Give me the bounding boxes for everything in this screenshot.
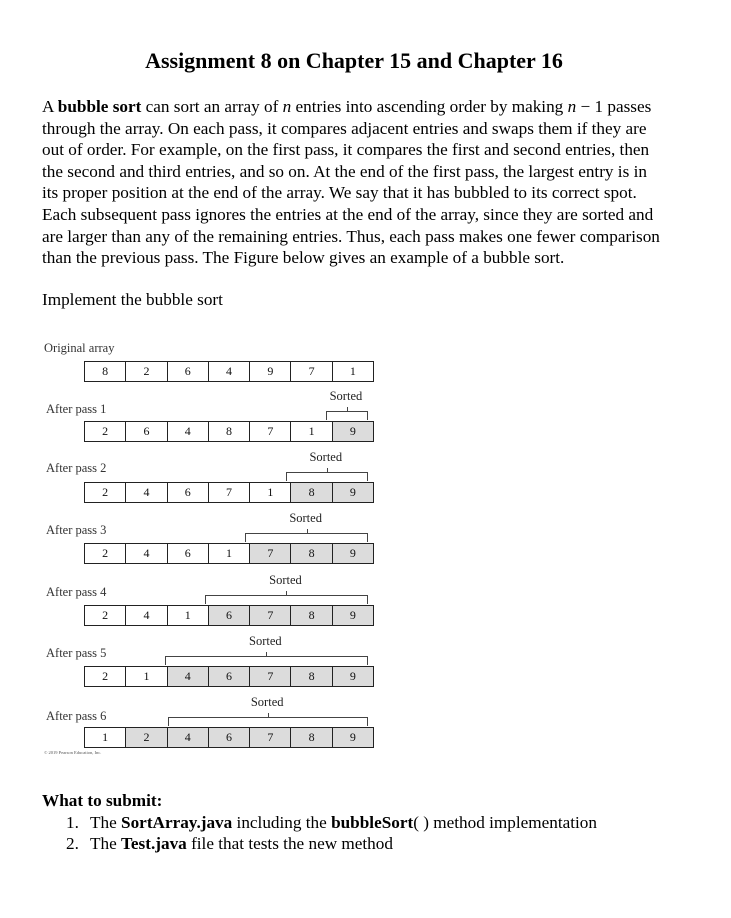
implement-instruction: Implement the bubble sort xyxy=(42,290,223,309)
array-cell: 8 xyxy=(290,666,332,687)
sorted-label: Sorted xyxy=(250,695,284,709)
array-cell: 6 xyxy=(167,482,209,503)
row-label: Original array xyxy=(44,341,115,355)
array-cell: 8 xyxy=(290,605,332,626)
array-cell: 4 xyxy=(167,421,209,442)
row-label: After pass 1 xyxy=(46,402,107,416)
array-cell: 8 xyxy=(290,543,332,564)
array-cell: 4 xyxy=(167,666,209,687)
array-cell: 7 xyxy=(249,605,291,626)
array-cell: 2 xyxy=(125,361,167,382)
sorted-bracket xyxy=(326,411,368,420)
array-cell: 6 xyxy=(167,543,209,564)
array-cell: 7 xyxy=(249,421,291,442)
array-cell: 1 xyxy=(125,666,167,687)
copyright-notice: © 2019 Pearson Education, Inc. xyxy=(44,750,102,755)
sorted-bracket xyxy=(245,533,368,542)
array-cell: 8 xyxy=(290,727,332,748)
array-cell: 6 xyxy=(125,421,167,442)
array-cell: 7 xyxy=(208,482,250,503)
array-row xyxy=(84,543,374,563)
array-cell: 9 xyxy=(332,482,374,503)
sorted-label: Sorted xyxy=(269,573,302,587)
array-cell: 6 xyxy=(208,666,250,687)
array-row xyxy=(84,421,374,441)
array-cell: 6 xyxy=(167,361,209,382)
array-row xyxy=(84,482,374,502)
array-cell: 9 xyxy=(332,543,374,564)
array-cell: 4 xyxy=(167,727,209,748)
array-cell: 1 xyxy=(84,727,126,748)
array-cell: 4 xyxy=(125,605,167,626)
array-cell: 4 xyxy=(208,361,250,382)
array-cell: 7 xyxy=(290,361,332,382)
array-cell: 9 xyxy=(249,361,291,382)
array-cell: 2 xyxy=(84,482,126,503)
submit-item: 2. The Test.java file that tests the new method xyxy=(66,834,393,853)
array-cell: 8 xyxy=(290,482,332,503)
array-cell: 7 xyxy=(249,666,291,687)
array-cell: 4 xyxy=(125,482,167,503)
row-label: After pass 2 xyxy=(46,461,107,475)
description-paragraph: A bubble sort can sort an array of n entries into ascending order by making n − 1 passes through the array. On each pass, it compares adjacent entries and swaps them if they are out of order. For example, on the first pass, it compares the first and second entries, then the second and third entries, and so on. At the end of the first pass, the largest entry is in its proper position at the end of the array. We say that it has bubbled to its correct spot. Each subsequent pass ignores the entries at the end of the array, since they are sorted and are larger than any of the remaining entries. Thus, each pass makes one fewer comparison than the previous pass. The Figure below gives an example of a bubble sort. xyxy=(42,97,660,268)
row-label: After pass 3 xyxy=(46,523,107,537)
sorted-label: Sorted xyxy=(289,511,322,525)
array-row xyxy=(84,361,374,381)
array-cell: 1 xyxy=(167,605,209,626)
array-cell: 2 xyxy=(84,605,126,626)
submit-heading: What to submit: xyxy=(42,791,163,810)
array-cell: 9 xyxy=(332,605,374,626)
sorted-bracket xyxy=(168,717,368,726)
array-cell: 1 xyxy=(290,421,332,442)
sorted-bracket xyxy=(165,656,369,665)
array-cell: 9 xyxy=(332,727,374,748)
row-label: After pass 5 xyxy=(46,646,107,660)
array-cell: 8 xyxy=(208,421,250,442)
array-cell: 7 xyxy=(249,727,291,748)
sorted-bracket xyxy=(286,472,369,481)
array-cell: 2 xyxy=(84,543,126,564)
array-row xyxy=(84,666,374,686)
sorted-bracket xyxy=(205,595,368,604)
submit-list xyxy=(66,812,597,854)
row-label: After pass 4 xyxy=(46,585,107,599)
array-cell: 1 xyxy=(332,361,374,382)
page-title: Assignment 8 on Chapter 15 and Chapter 16 xyxy=(145,48,563,73)
array-cell: 2 xyxy=(84,666,126,687)
sorted-label: Sorted xyxy=(249,634,282,648)
array-cell: 7 xyxy=(249,543,291,564)
array-cell: 2 xyxy=(125,727,167,748)
array-cell: 4 xyxy=(125,543,167,564)
submit-item: 1. The SortArray.java including the bubbleSort( ) method implementation xyxy=(66,813,597,832)
array-cell: 1 xyxy=(249,482,291,503)
array-cell: 2 xyxy=(84,421,126,442)
array-cell: 8 xyxy=(84,361,126,382)
sorted-label: Sorted xyxy=(309,450,343,464)
array-cell: 6 xyxy=(208,727,250,748)
array-cell: 9 xyxy=(332,666,374,687)
array-row xyxy=(84,727,374,747)
row-label: After pass 6 xyxy=(46,709,107,723)
array-cell: 9 xyxy=(332,421,374,442)
array-cell: 6 xyxy=(208,605,250,626)
array-cell: 1 xyxy=(208,543,250,564)
sorted-label: Sorted xyxy=(329,389,363,403)
array-row xyxy=(84,605,374,625)
